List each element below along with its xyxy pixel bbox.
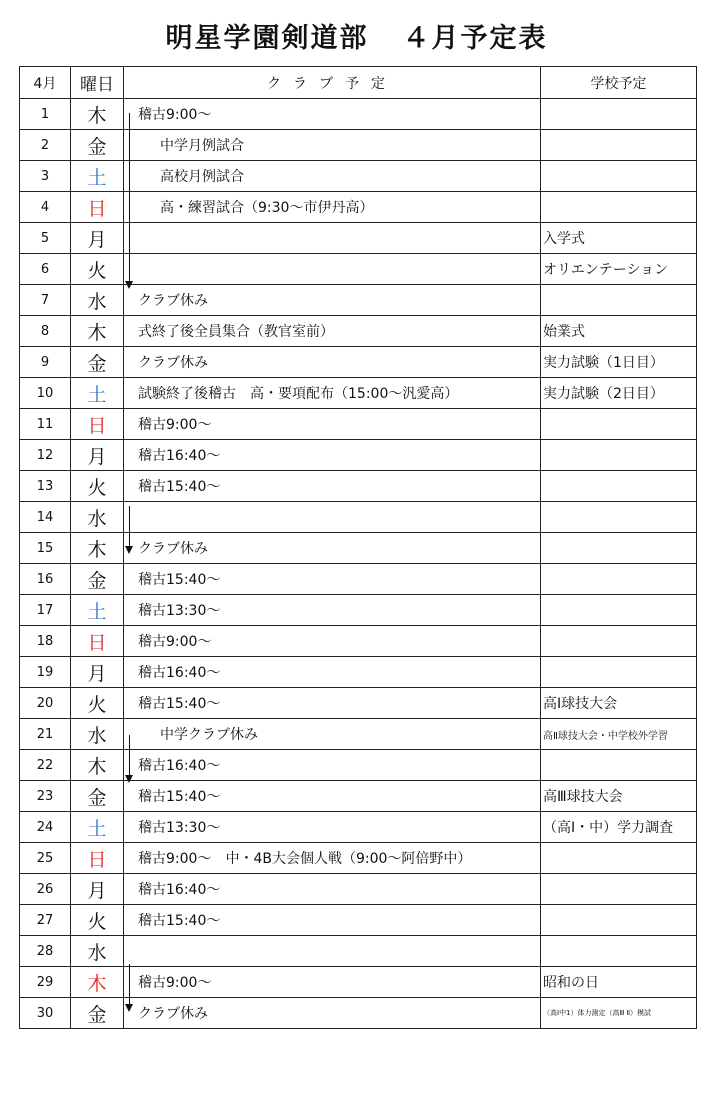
table-row [20,874,697,905]
day-of-week: 火 [71,254,124,285]
school-schedule [541,161,697,192]
club-schedule: 稽古15:40～ [124,781,541,812]
table-row [20,99,697,130]
club-schedule: 稽古16:40～ [124,750,541,781]
table-row [20,440,697,471]
day-number: 13 [20,471,71,502]
day-of-week: 水 [71,502,124,533]
day-of-week: 土 [71,378,124,409]
day-of-week: 月 [71,657,124,688]
school-schedule [541,285,697,316]
schedule-table [19,66,697,1029]
school-schedule [541,657,697,688]
day-number: 12 [20,440,71,471]
title-month-schedule: ４月予定表 [402,23,548,54]
day-number: 8 [20,316,71,347]
day-number: 2 [20,130,71,161]
school-schedule [541,750,697,781]
day-number: 20 [20,688,71,719]
day-of-week: 水 [71,285,124,316]
title-club-name: 明星学園剣道部 [165,23,369,54]
header-month: 4月 [20,67,71,99]
table-row [20,688,697,719]
school-schedule: 高Ⅱ球技大会・中学校外学習 [541,719,697,750]
day-of-week: 金 [71,781,124,812]
header-dow: 曜日 [71,67,124,99]
day-of-week: 水 [71,719,124,750]
club-schedule: 稽古15:40～ [124,688,541,719]
school-schedule [541,905,697,936]
school-schedule [541,502,697,533]
day-number: 4 [20,192,71,223]
school-schedule: 実力試験（1日目） [541,347,697,378]
table-row [20,595,697,626]
table-row [20,750,697,781]
school-schedule [541,936,697,967]
table-row [20,533,697,564]
school-schedule: 始業式 [541,316,697,347]
club-schedule: 稽古15:40～ [124,564,541,595]
club-schedule: 高・練習試合（9:30～市伊丹高） [124,192,541,223]
header-school: 学校予定 [541,67,697,99]
day-number: 7 [20,285,71,316]
table-row [20,998,697,1029]
day-number: 22 [20,750,71,781]
table-row [20,905,697,936]
club-schedule: 稽古16:40～ [124,874,541,905]
club-schedule: 高校月例試合 [124,161,541,192]
day-of-week: 日 [71,843,124,874]
day-of-week: 月 [71,874,124,905]
day-of-week: 金 [71,347,124,378]
table-row [20,812,697,843]
school-schedule [541,192,697,223]
day-of-week: 土 [71,595,124,626]
day-of-week: 月 [71,440,124,471]
club-schedule: 稽古9:00～ [124,409,541,440]
day-of-week: 土 [71,161,124,192]
day-of-week: 金 [71,130,124,161]
day-of-week: 木 [71,99,124,130]
table-row [20,471,697,502]
day-number: 3 [20,161,71,192]
school-schedule: 高Ⅰ球技大会 [541,688,697,719]
table-row [20,781,697,812]
day-of-week: 火 [71,688,124,719]
table-row [20,626,697,657]
day-of-week: 金 [71,998,124,1029]
day-of-week: 土 [71,812,124,843]
club-schedule: 試験終了後稽古 高・要項配布（15:00～汎愛高） [124,378,541,409]
school-schedule [541,533,697,564]
club-schedule: 稽古13:30～ [124,812,541,843]
day-number: 29 [20,967,71,998]
day-of-week: 水 [71,936,124,967]
day-number: 15 [20,533,71,564]
day-of-week: 日 [71,409,124,440]
day-number: 24 [20,812,71,843]
header-row [20,67,697,99]
header-club: クラブ予定 [124,67,541,99]
table-row [20,316,697,347]
day-number: 1 [20,99,71,130]
table-row [20,161,697,192]
day-number: 30 [20,998,71,1029]
school-schedule: 高Ⅲ球技大会 [541,781,697,812]
table-row [20,967,697,998]
club-schedule [124,502,541,533]
table-row [20,254,697,285]
page-title [0,16,713,55]
day-number: 18 [20,626,71,657]
day-number: 26 [20,874,71,905]
table-row [20,502,697,533]
club-schedule: 式終了後全員集合（教官室前） [124,316,541,347]
day-of-week: 木 [71,533,124,564]
day-of-week: 金 [71,564,124,595]
day-number: 27 [20,905,71,936]
school-schedule: （高Ⅰ中1）体力測定（高Ⅲ Ⅱ）模試 [541,998,697,1029]
table-row [20,936,697,967]
school-schedule [541,564,697,595]
school-schedule: （高Ⅰ・中）学力調査 [541,812,697,843]
school-schedule: 昭和の日 [541,967,697,998]
school-schedule [541,440,697,471]
day-of-week: 火 [71,905,124,936]
club-schedule: 稽古16:40～ [124,440,541,471]
club-schedule: 中学クラブ休み [124,719,541,750]
day-number: 11 [20,409,71,440]
day-of-week: 日 [71,626,124,657]
day-number: 28 [20,936,71,967]
table-row [20,130,697,161]
day-number: 19 [20,657,71,688]
school-schedule [541,874,697,905]
table-row [20,192,697,223]
day-number: 16 [20,564,71,595]
club-schedule [124,254,541,285]
table-row [20,657,697,688]
table-row [20,347,697,378]
club-schedule: 稽古15:40～ [124,905,541,936]
club-schedule: 稽古15:40～ [124,471,541,502]
school-schedule [541,843,697,874]
school-schedule: オリエンテーション [541,254,697,285]
club-schedule: クラブ休み [124,347,541,378]
day-number: 21 [20,719,71,750]
table-row [20,285,697,316]
day-of-week: 日 [71,192,124,223]
day-of-week: 火 [71,471,124,502]
day-number: 14 [20,502,71,533]
day-number: 25 [20,843,71,874]
club-schedule [124,223,541,254]
school-schedule: 実力試験（2日目） [541,378,697,409]
day-number: 9 [20,347,71,378]
club-schedule: 稽古9:00～ [124,626,541,657]
club-schedule: 稽古13:30～ [124,595,541,626]
club-schedule [124,936,541,967]
club-schedule: 稽古9:00～ 中・4B大会個人戦（9:00～阿倍野中） [124,843,541,874]
day-number: 6 [20,254,71,285]
club-schedule: 稽古16:40～ [124,657,541,688]
table-row [20,719,697,750]
day-of-week: 木 [71,316,124,347]
day-number: 23 [20,781,71,812]
table-row [20,378,697,409]
club-schedule: クラブ休み [124,533,541,564]
school-schedule [541,626,697,657]
table-row [20,223,697,254]
club-schedule: クラブ休み [124,998,541,1029]
day-of-week: 月 [71,223,124,254]
school-schedule [541,130,697,161]
club-schedule: 稽古9:00～ [124,967,541,998]
day-of-week: 木 [71,967,124,998]
table-row [20,564,697,595]
school-schedule [541,409,697,440]
club-schedule: クラブ休み [124,285,541,316]
school-schedule [541,471,697,502]
day-number: 5 [20,223,71,254]
school-schedule [541,99,697,130]
school-schedule [541,595,697,626]
school-schedule: 入学式 [541,223,697,254]
club-schedule: 稽古9:00～ [124,99,541,130]
table-row [20,409,697,440]
day-number: 17 [20,595,71,626]
club-schedule: 中学月例試合 [124,130,541,161]
day-number: 10 [20,378,71,409]
day-of-week: 木 [71,750,124,781]
table-row [20,843,697,874]
